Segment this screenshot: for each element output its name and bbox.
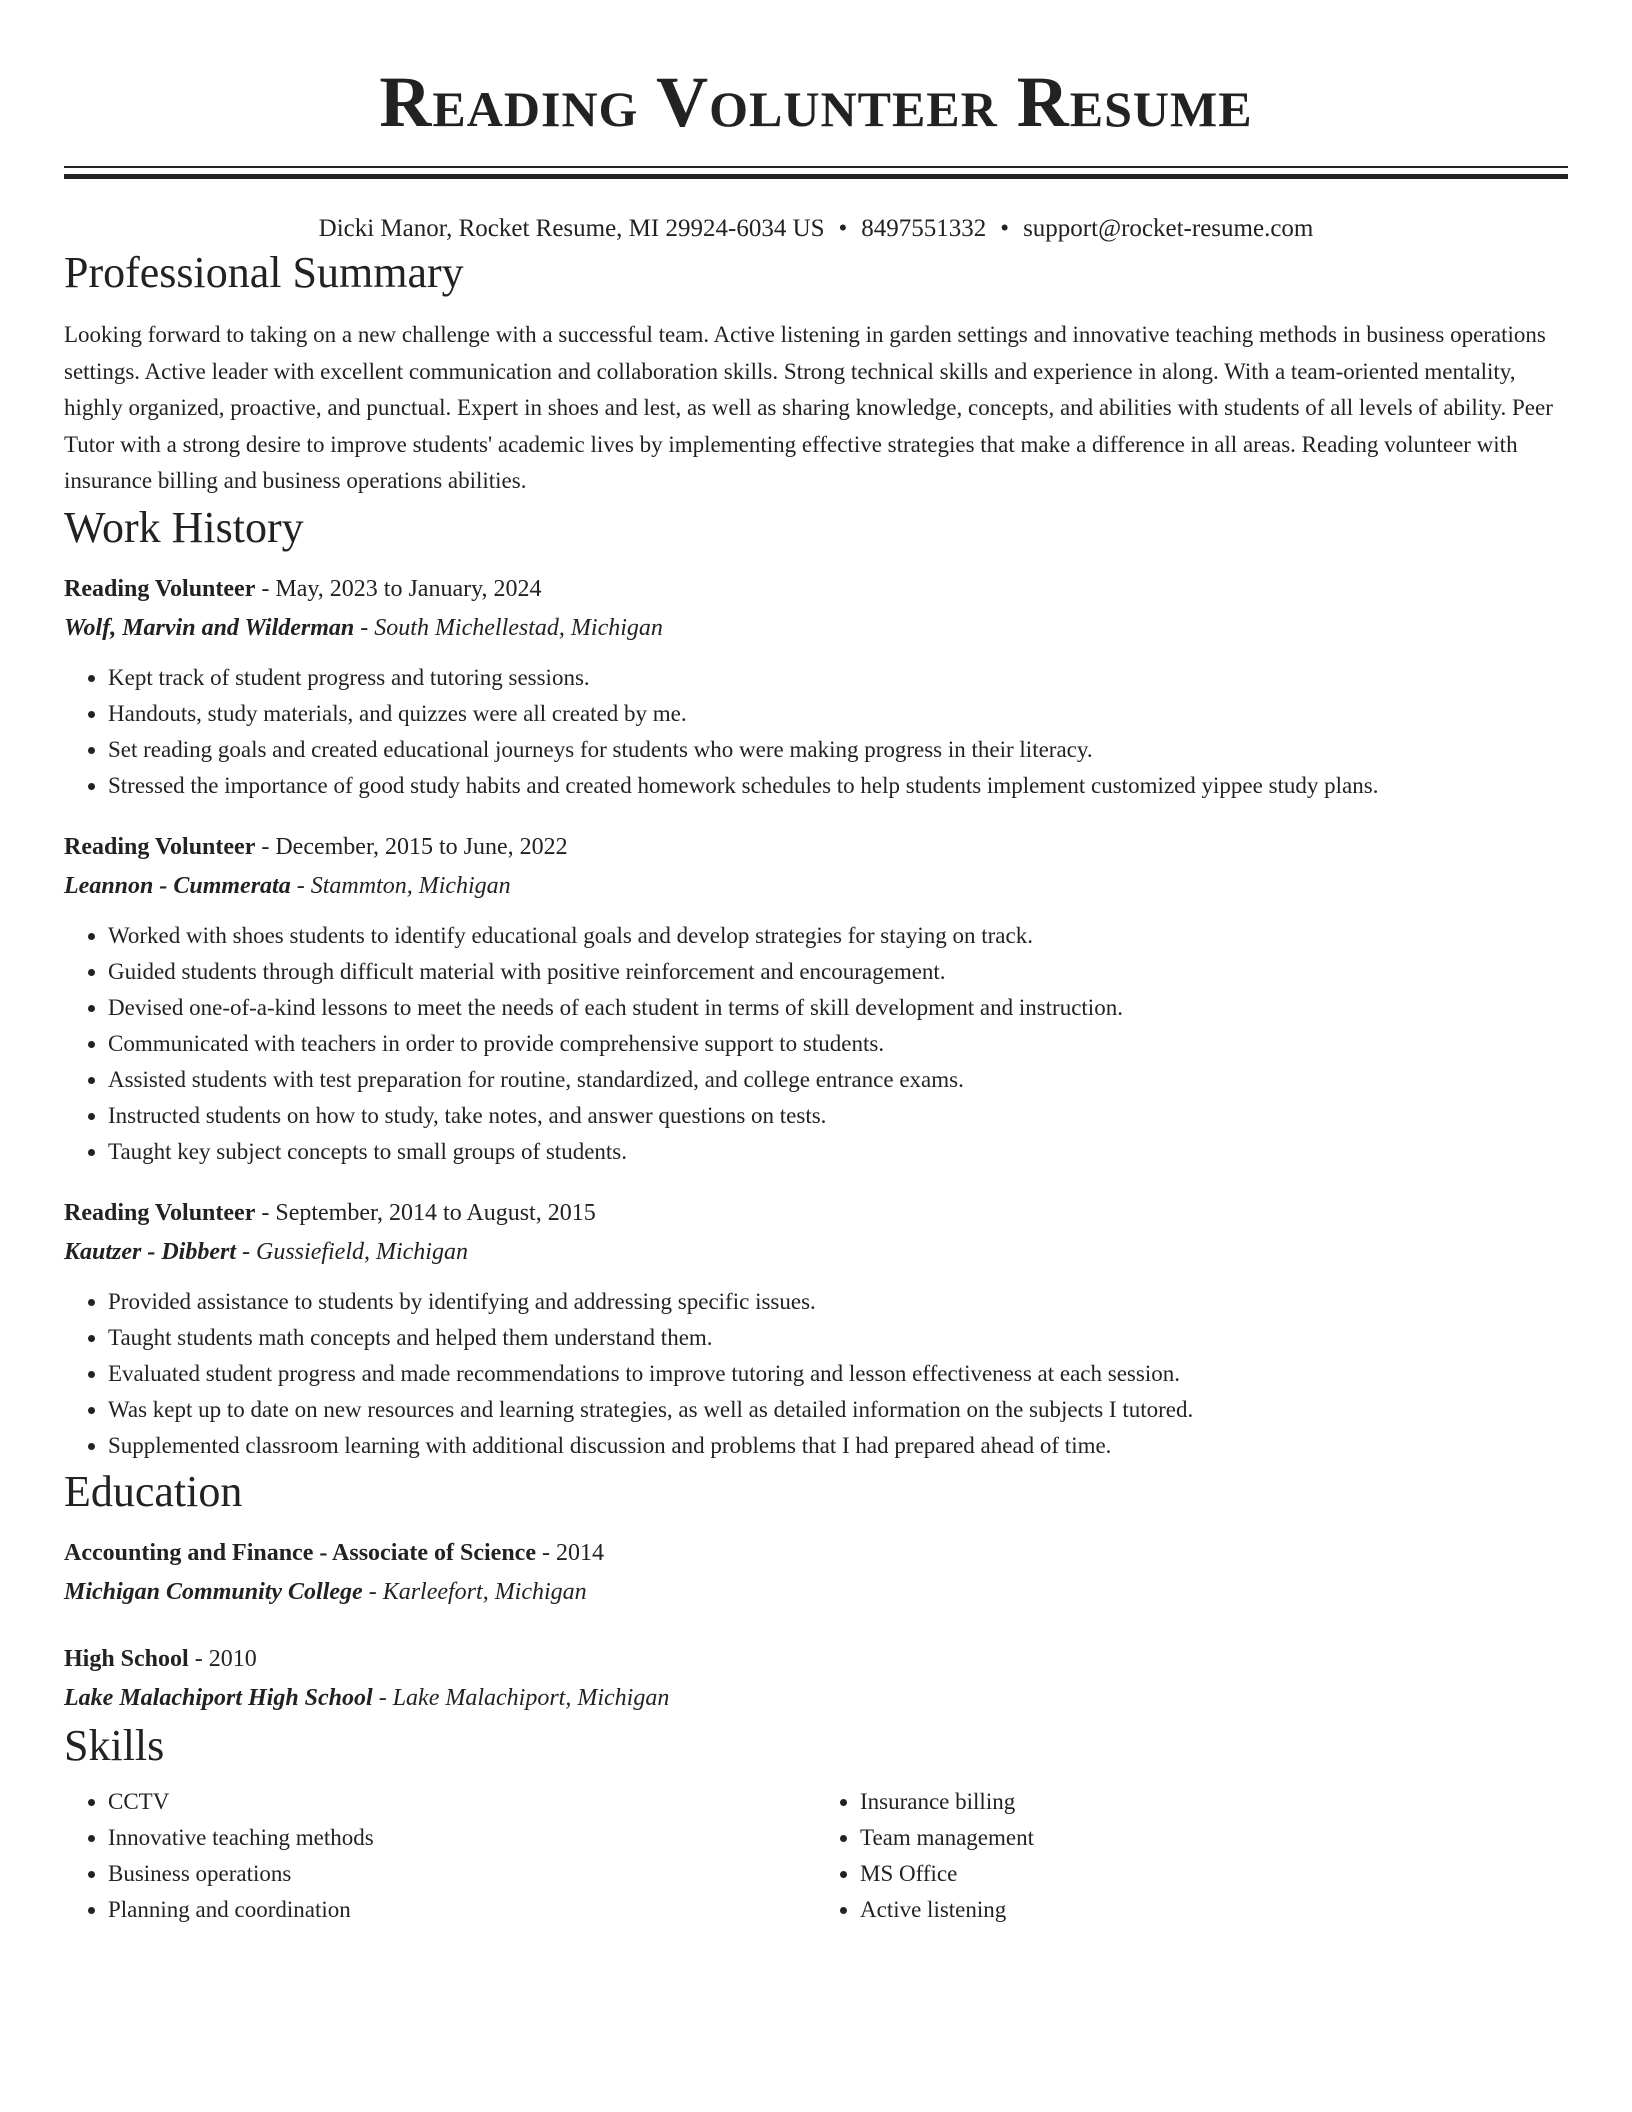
list-item: • Handouts, study materials, and quizzes were all created by me. <box>108 696 1568 732</box>
education-entry <box>64 1534 1568 1612</box>
job-entry <box>64 828 1568 1170</box>
resume-title: Reading Volunteer Resume <box>379 62 1253 142</box>
list-item: • Taught key subject concepts to small groups of students. <box>108 1134 1568 1170</box>
company-line <box>64 866 1568 906</box>
job-bullets <box>64 660 1568 804</box>
company-location: - South Michellestad, Michigan <box>354 614 663 641</box>
list-item: • Kept track of student progress and tutoring sessions. <box>108 660 1568 696</box>
skills-heading: Skills <box>64 1720 165 1770</box>
skills-list <box>64 1784 1568 1928</box>
list-item: • Communicated with teachers in order to provide comprehensive support to students. <box>108 1026 1568 1062</box>
company-line <box>64 1232 1568 1272</box>
list-item: • Insurance billing <box>860 1784 1568 1820</box>
skills-bullets-left <box>64 1784 816 1928</box>
skills-column-left <box>64 1784 816 1928</box>
job-title-line <box>64 1194 1568 1232</box>
degree-name: High School <box>64 1645 189 1672</box>
school-line <box>64 1678 1568 1718</box>
company-name: Wolf, Marvin and Wilderman <box>64 614 355 641</box>
school-line <box>64 1572 1568 1612</box>
list-item: • Stressed the importance of good study habits and created homework schedules to help students implement customized yippee study plans. <box>108 768 1568 804</box>
contact-address: Dicki Manor, Rocket Resume, MI 29924-6034 US <box>318 215 825 242</box>
school-name: Michigan Community College <box>64 1578 363 1605</box>
list-item: • Provided assistance to students by identifying and addressing specific issues. <box>108 1284 1568 1320</box>
job-bullets <box>64 1284 1568 1464</box>
job-bullets <box>64 918 1568 1170</box>
list-item: • Instructed students on how to study, take notes, and answer questions on tests. <box>108 1098 1568 1134</box>
school-location: - Lake Malachiport, Michigan <box>372 1684 670 1711</box>
school-location: - Karleefort, Michigan <box>362 1578 587 1605</box>
school-name: Lake Malachiport High School <box>64 1684 373 1711</box>
degree-line <box>64 1640 1568 1678</box>
job-title-line <box>64 828 1568 866</box>
list-item: • Worked with shoes students to identify educational goals and develop strategies for staying on track. <box>108 918 1568 954</box>
job-entry <box>64 570 1568 804</box>
degree-year: - 2010 <box>188 1645 257 1672</box>
list-item: • Planning and coordination <box>108 1892 816 1928</box>
company-line <box>64 608 1568 648</box>
divider-thin-line <box>64 166 1568 168</box>
job-title: Reading Volunteer <box>64 575 256 602</box>
education-heading: Education <box>64 1466 243 1516</box>
list-item: • Evaluated student progress and made recommendations to improve tutoring and lesson effectiveness at each session. <box>108 1356 1568 1392</box>
company-name: Kautzer - Dibbert <box>64 1238 237 1265</box>
job-dates: - December, 2015 to June, 2022 <box>255 833 568 860</box>
title-divider <box>64 166 1568 179</box>
list-item: • Innovative teaching methods <box>108 1820 816 1856</box>
divider-thick-line <box>64 174 1568 179</box>
skills-column-right <box>816 1784 1568 1928</box>
company-location: - Stammton, Michigan <box>290 872 511 899</box>
company-name: Leannon - Cummerata <box>64 872 291 899</box>
education-entry <box>64 1640 1568 1718</box>
degree-year: - 2014 <box>535 1539 604 1566</box>
job-dates: - May, 2023 to January, 2024 <box>255 575 542 602</box>
list-item: • Set reading goals and created educational journeys for students who were making progress in their literacy. <box>108 732 1568 768</box>
bullet-separator: • <box>838 215 848 242</box>
summary-text: Looking forward to taking on a new challenge with a successful team. Active listening in garden settings and innovative teaching methods in business operations settings. Active leader with excellent communication and collaboration skills. Strong technical skills and experience in along. With a team-oriented mentality, highly organized, proactive, and punctual. Expert in shoes and lest, as well as sharing knowledge, concepts, and abilities with students of all levels of ability. Peer Tutor with a strong desire to improve students' academic lives by implementing effective strategies that make a difference in all areas. Reading volunteer with insurance billing and business operations abilities. <box>64 322 1553 493</box>
contact-phone: 8497551332 <box>861 215 987 242</box>
list-item: • Devised one-of-a-kind lessons to meet the needs of each student in terms of skill development and instruction. <box>108 990 1568 1026</box>
list-item: • Active listening <box>860 1892 1568 1928</box>
list-item: • Business operations <box>108 1856 816 1892</box>
job-title: Reading Volunteer <box>64 833 256 860</box>
list-item: • MS Office <box>860 1856 1568 1892</box>
degree-line <box>64 1534 1568 1572</box>
job-dates: - September, 2014 to August, 2015 <box>255 1199 596 1226</box>
company-location: - Gussiefield, Michigan <box>236 1238 468 1265</box>
contact-line <box>64 213 1568 245</box>
bullet-separator: • <box>1000 215 1010 242</box>
job-title: Reading Volunteer <box>64 1199 256 1226</box>
list-item: • Supplemented classroom learning with additional discussion and problems that I had prepared ahead of time. <box>108 1428 1568 1464</box>
skills-bullets-right <box>816 1784 1568 1928</box>
job-entry <box>64 1194 1568 1464</box>
list-item: • Was kept up to date on new resources and learning strategies, as well as detailed information on the subjects I tutored. <box>108 1392 1568 1428</box>
degree-name: Accounting and Finance - Associate of Science <box>64 1539 536 1566</box>
list-item: • Guided students through difficult material with positive reinforcement and encouragement. <box>108 954 1568 990</box>
list-item: • Assisted students with test preparation for routine, standardized, and college entrance exams. <box>108 1062 1568 1098</box>
work-history-heading: Work History <box>64 502 304 552</box>
list-item: • Team management <box>860 1820 1568 1856</box>
contact-email: support@rocket-resume.com <box>1023 215 1314 242</box>
list-item: • Taught students math concepts and helped them understand them. <box>108 1320 1568 1356</box>
summary-heading: Professional Summary <box>64 248 464 297</box>
list-item: • CCTV <box>108 1784 816 1820</box>
job-title-line <box>64 570 1568 608</box>
